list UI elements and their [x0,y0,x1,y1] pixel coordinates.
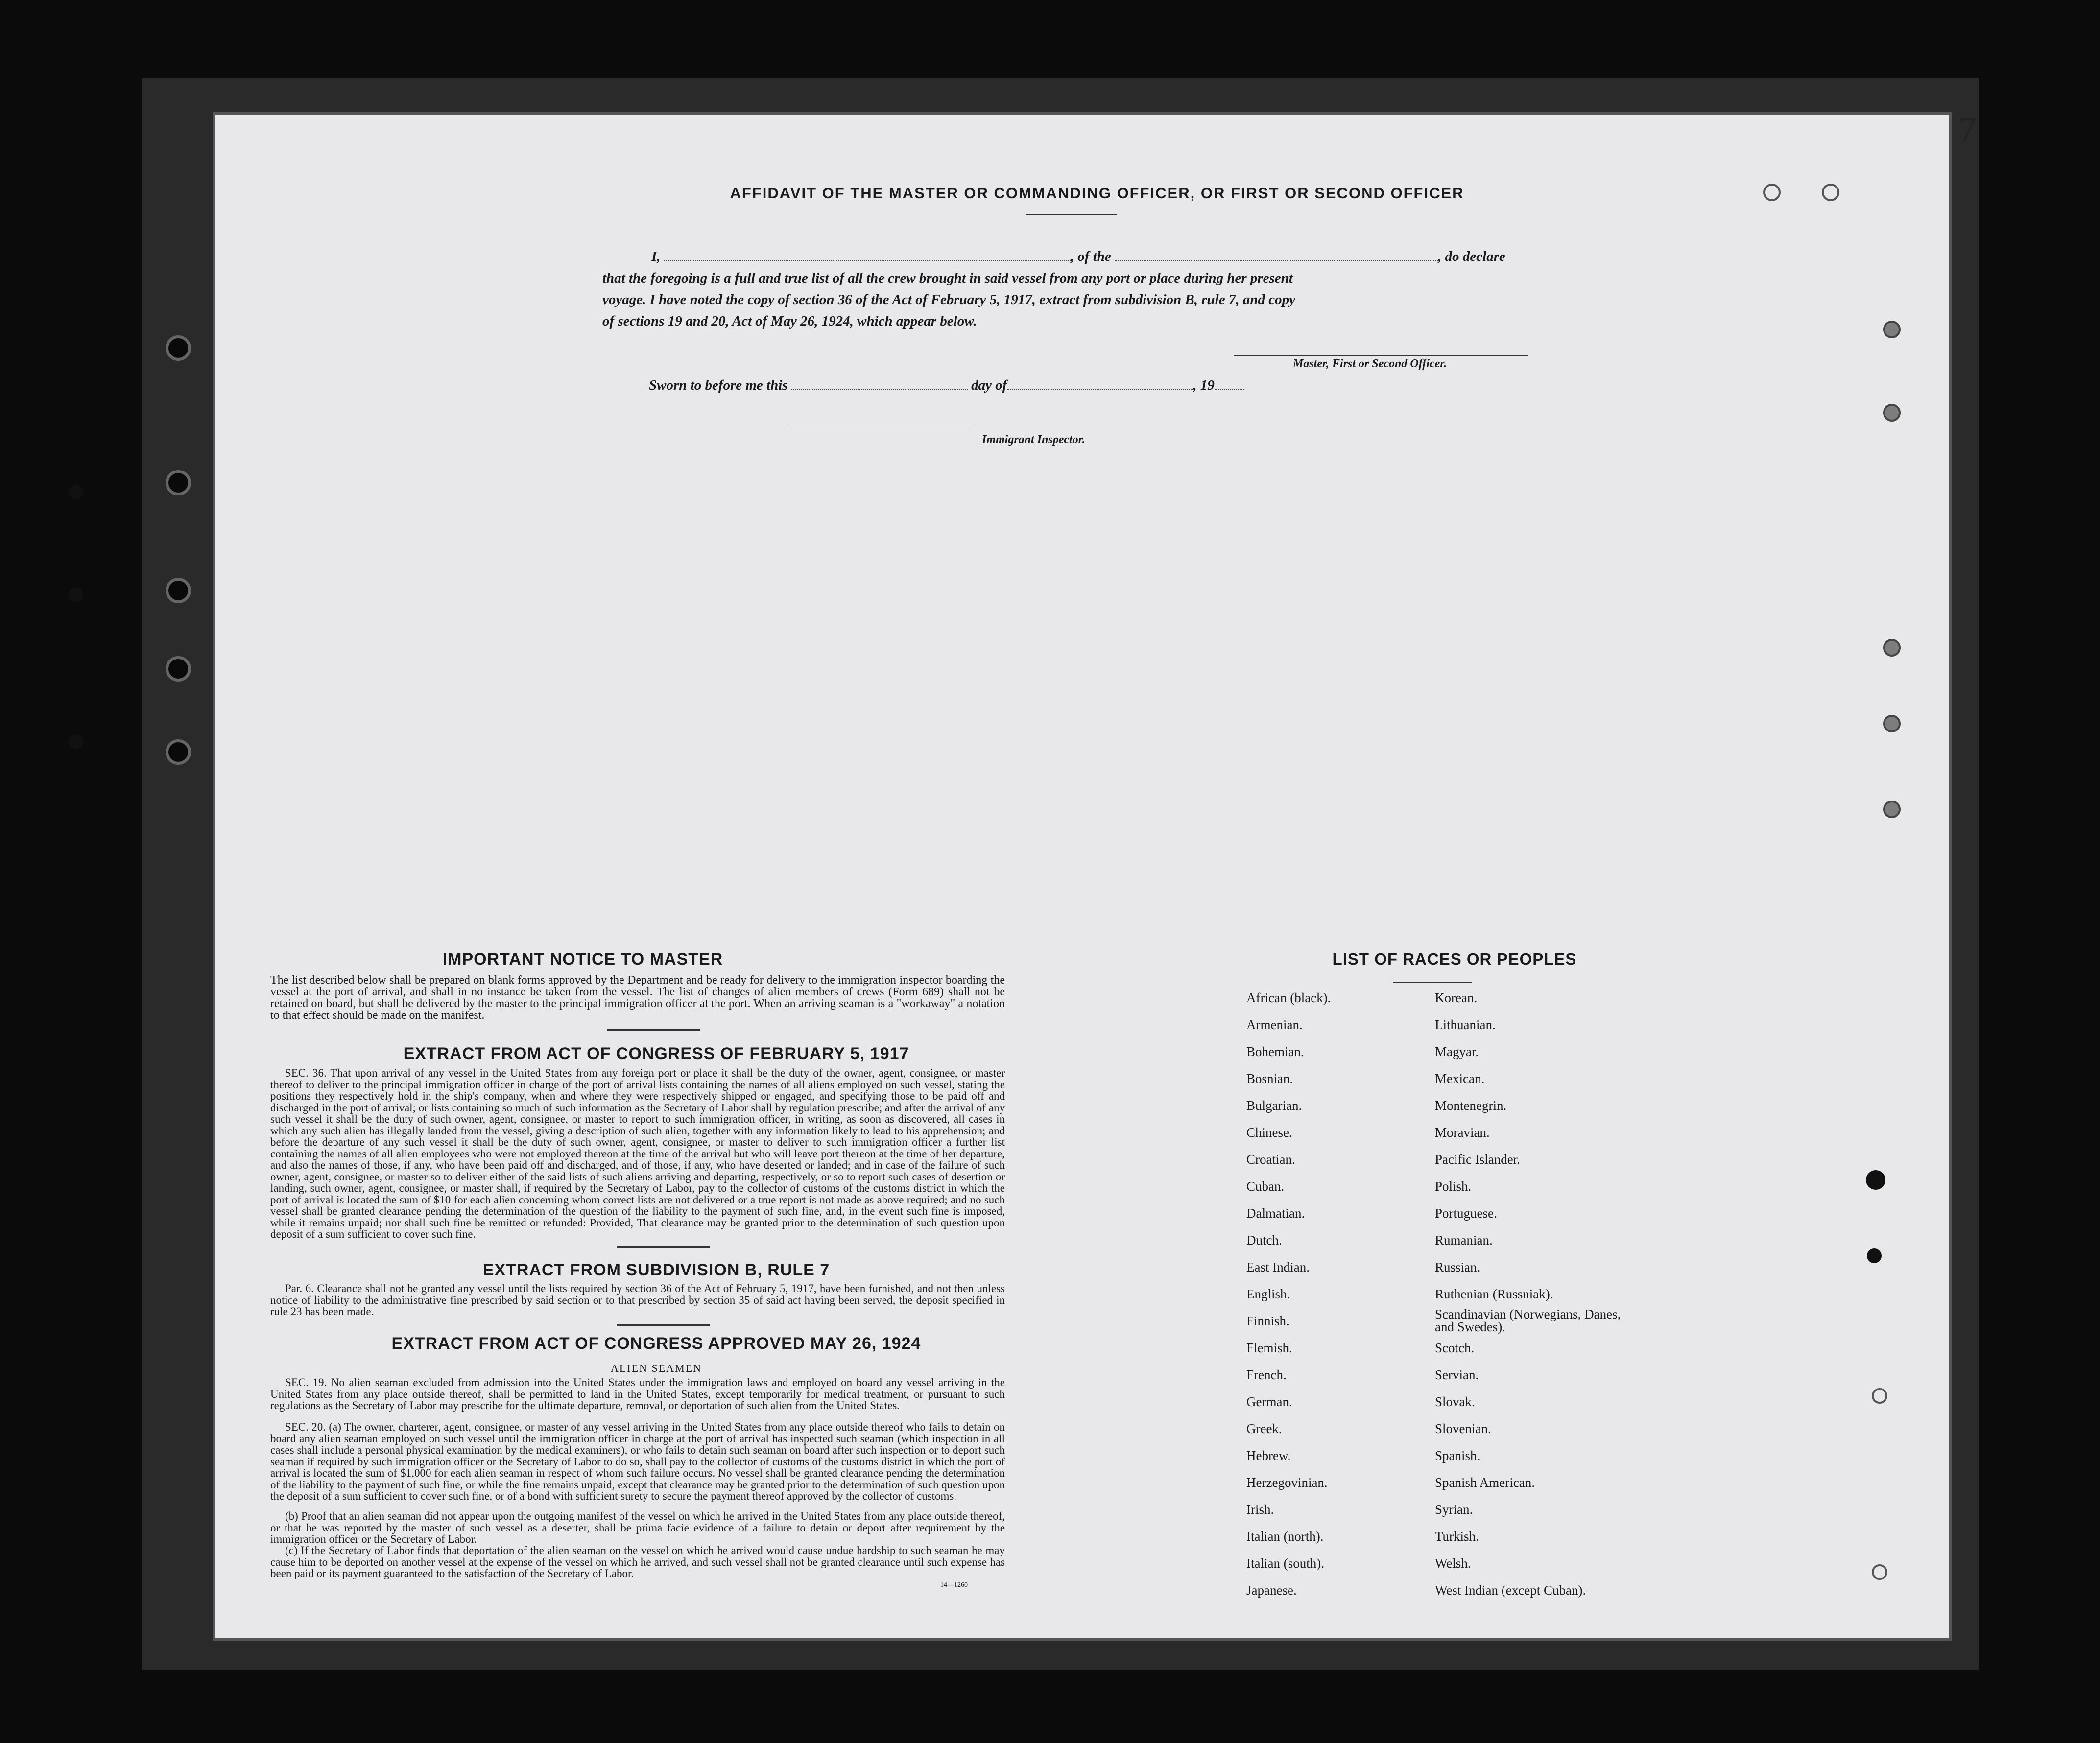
section-rule [617,1246,710,1248]
notice-body: The list described below shall be prepared on blank forms approved by the Department and be ready for delivery to the immigration inspector boarding the vessel at the port of arrival, and shall in no instance be taken from the vessel. The list of changes of alien members of crews (Form 689) shall not be retained on board, but shall be delivered by the master to the principal immigration officer at the port. When an arriving seaman is a "workaway" a notation to that effect should be made on the manifest. [270,974,1005,1022]
race-item: Syrian. [1435,1502,1473,1517]
race-item: Herzegovinian. [1246,1475,1328,1490]
section-rule [617,1324,710,1326]
race-item: Slovak. [1435,1394,1475,1409]
punch-hole-icon [1867,1248,1882,1263]
year-prefix: , 19 [1193,377,1215,393]
affidavit-declaration [602,243,1788,332]
race-item: Slovenian. [1435,1421,1491,1436]
punch-hole-icon [1883,801,1901,818]
races-title-rule [1393,982,1472,983]
vessel-blank[interactable] [1115,243,1438,261]
race-item: Spanish American. [1435,1475,1535,1490]
race-item: Russian. [1435,1260,1480,1274]
race-item: Servian. [1435,1367,1479,1382]
race-item: Montenegrin. [1435,1098,1507,1113]
race-item: Hebrew. [1246,1448,1291,1463]
extract-1917-title: EXTRACT FROM ACT OF CONGRESS OF FEBRUARY 5, 1917 [403,1044,909,1063]
race-item: East Indian. [1246,1260,1310,1274]
extract-1917-body: SEC. 36. That upon arrival of any vessel in the United States from any foreign port or place it shall be the duty of the owner, agent, consignee, or master thereof to deliver to the principal immigration officer in charge of the port of arrival lists containing the names of all aliens employed on such vessel, stating the positions they respectively hold in the ship's company, when and where they were respectively shipped or engaged, and specifying those to be paid off and discharged in the port of arrival; or lists containing so much of such information as the Secretary of Labor shall by regulation prescribe; and after the arrival of any such vessel it shall be the duty of such owner, agent, consignee, or master to report to such immigration officer, in writing, as soon as discovered, all cases in which any such alien has illegally landed from the vessel, giving a description of such alien, together with any information likely to lead to his apprehension; and before the departure of any such vessel it shall be the duty of such owner, agent, consignee, or master to deliver to such immigration officer a further list containing the names of all alien employees who were not employed thereon at the time of the arrival but who will leave port thereon at the time of her departure, and also the names of those, if any, who have been paid off and discharged, and of those, if any, who have deserted or landed; and in case of the failure of such owner, agent, consignee, or master so to deliver either of the said lists of such aliens arriving and departing, respectively, or so to report such cases of desertion or landing, such owner, agent, consignee, or master shall, if required by the Secretary of Labor, pay to the collector of customs of the customs district in which the port of arrival is located the sum of $10 for each alien concerning whom correct lists are not delivered or a true report is not made as above required; and no such vessel shall be granted clearance pending the determination of the question of the liability to the payment of such fine, and, in the event such fine is imposed, while it remains unpaid; nor shall such fine be remitted or refunded: Provided, That clearance may be granted prior to the determination of such question upon deposit of a sum sufficient to cover such fine. [270,1067,1005,1240]
race-item: Greek. [1246,1421,1282,1436]
rule7-title: EXTRACT FROM SUBDIVISION B, RULE 7 [482,1261,830,1279]
races-title: LIST OF RACES OR PEOPLES [1332,950,1577,968]
sworn-day-blank[interactable] [791,372,968,390]
race-item: Polish. [1435,1179,1472,1194]
race-item: Ruthenian (Russniak). [1435,1287,1553,1301]
punch-hole-icon [1872,1564,1887,1580]
punch-hole-icon [69,734,83,749]
race-item: Irish. [1246,1502,1274,1517]
punch-hole-icon [1883,321,1901,338]
race-item: German. [1246,1394,1292,1409]
race-item: Italian (south). [1246,1556,1324,1571]
race-item: Cuban. [1246,1179,1285,1194]
form-page [215,111,1976,1638]
punch-hole-icon [1883,404,1901,422]
race-item: Finnish. [1246,1314,1289,1328]
race-item: Magyar. [1435,1044,1479,1059]
race-item: Scandinavian (Norwegians, Danes, and Swedes). [1435,1307,1621,1334]
binder-hole-icon [166,578,191,603]
race-item: West Indian (except Cuban). [1435,1583,1586,1598]
punch-hole-icon [69,485,83,499]
sworn-year-blank[interactable] [1215,372,1244,390]
race-item: African (black). [1246,990,1331,1005]
margin-mark: 7 [1959,111,1976,148]
declaration-of-the: , of the [1070,249,1111,264]
sec20b-body: (b) Proof that an alien seaman did not appear upon the outgoing manifest of the vessel on which he arrived in the United States from any place outside thereof, or that he was reported by the master of such vessel as a deserter, shall be prima facie evidence of a failure to detain or deport after requirement by the immigration officer or the Secretary of Labor. [270,1510,1005,1545]
master-signature-line[interactable] [1234,355,1528,356]
race-item: Pacific Islander. [1435,1152,1520,1167]
rule7-body: Par. 6. Clearance shall not be granted any vessel until the lists required by section 36 of the Act of February 5, 1917, have been furnished, and not then unless notice of liability to the administrative fine prescribed by said section or to that prescribed by section 35 of said act having been served, the deposit specified in rule 23 has been made. [270,1282,1005,1318]
race-item: Spanish. [1435,1448,1480,1463]
binder-hole-icon [166,656,191,682]
punch-hole-icon [69,588,83,602]
race-item: Bohemian. [1246,1044,1304,1059]
race-item: English. [1246,1287,1290,1301]
inspector-label: Immigrant Inspector. [982,433,1085,446]
race-item: Flemish. [1246,1341,1292,1355]
race-item: Scotch. [1435,1341,1475,1355]
notice-title: IMPORTANT NOTICE TO MASTER [442,950,723,968]
master-label: Master, First or Second Officer. [1293,357,1447,370]
sec19-body: SEC. 19. No alien seaman excluded from admission into the United States under the immigration laws and employed on board any vessel arriving in the United States from any place outside thereof, shall be permitted to land in the United States, except temporarily for medical treatment, or pursuant to such regulations as the Secretary of Labor may prescribe for the ultimate departure, removal, or deportation of such alien from the United States. [270,1376,1005,1412]
race-item: Korean. [1435,990,1478,1005]
punch-hole-icon [1883,715,1901,732]
punch-hole-icon [1763,184,1781,201]
races-column-2 [1435,985,1641,1604]
race-item: Rumanian. [1435,1233,1493,1248]
sec20a-body: SEC. 20. (a) The owner, charterer, agent, consignee, or master of any vessel arriving in the United States from any place outside thereof who fails to detain on board any alien seaman employed on such vessel until the immigration officer in charge at the port of arrival has inspected such seaman (which inspection in all cases shall include a personal physical examination by the medical examiners), or who fails to detain such seaman on board after such inspection or to deport such seaman if required by such immigration officer or the Secretary of Labor to do so, shall pay to the collector of customs of the customs district in which the port of arrival is located the sum of $1,000 for each alien seaman in respect of whom such failure occurs. No vessel shall be granted clearance pending the determination of the liability to the payment of such fine, or while the fine remains unpaid, except that clearance may be granted prior to the determination of such question upon the deposit of a sum sufficient to cover such fine, or of a bond with sufficient surety to secure the payment thereof approved by the collector of customs. [270,1421,1005,1502]
sworn-month-blank[interactable] [1007,372,1193,390]
race-item: Portuguese. [1435,1206,1497,1221]
declaration-line-4: of sections 19 and 20, Act of May 26, 1924, which appear below. [602,313,977,329]
extract-1924-title: EXTRACT FROM ACT OF CONGRESS APPROVED MAY 26, 1924 [391,1334,921,1353]
binder-hole-icon [166,335,191,361]
punch-hole-icon [1822,184,1839,201]
declaration-i: I, [651,249,661,264]
binder-hole-icon [166,470,191,495]
sworn-label: Sworn to before me this [649,377,788,393]
race-item: Armenian. [1246,1017,1303,1032]
race-item: Dalmatian. [1246,1206,1305,1221]
race-item: Moravian. [1435,1125,1490,1140]
declaration-do-declare: , do declare [1438,249,1505,264]
punch-hole-icon [1866,1170,1885,1190]
affidavit-title: AFFIDAVIT OF THE MASTER OR COMMANDING OFFICER, OR FIRST OR SECOND OFFICER [730,185,1464,202]
section-rule [607,1029,700,1031]
race-item: Bosnian. [1246,1071,1293,1086]
race-item: Italian (north). [1246,1529,1324,1544]
race-item: Croatian. [1246,1152,1295,1167]
sworn-line [649,372,1244,394]
declaration-line-3: voyage. I have noted the copy of section 36 of the Act of February 5, 1917, extract from subdivision B, rule 7, and copy [602,292,1295,307]
punch-hole-icon [1883,639,1901,657]
race-item: Japanese. [1246,1583,1297,1598]
race-item: French. [1246,1367,1287,1382]
binder-hole-icon [166,739,191,765]
race-item: Lithuanian. [1435,1017,1496,1032]
race-item: Chinese. [1246,1125,1292,1140]
race-item: Bulgarian. [1246,1098,1302,1113]
form-number: 14—1260 [940,1581,968,1589]
races-column-1 [1246,985,1331,1604]
alien-seamen-subtitle: ALIEN SEAMEN [611,1362,702,1374]
race-item: Turkish. [1435,1529,1479,1544]
race-item: Dutch. [1246,1233,1282,1248]
race-item: Welsh. [1435,1556,1471,1571]
declaration-line-2: that the foregoing is a full and true list of all the crew brought in said vessel from any port or place during her present [602,270,1293,286]
day-of-label: day of [971,377,1007,393]
sec20c-body: (c) If the Secretary of Labor finds that deportation of the alien seaman on the vessel on which he arrived would cause undue hardship to such seaman he may cause him to be deported on another vessel at the expense of the vessel on which he arrived, and such vessel shall not be granted clearance until such expense has been paid or its payment guaranteed to the satisfaction of the Secretary of Labor. [270,1544,1005,1579]
race-item: Mexican. [1435,1071,1485,1086]
title-rule [1026,214,1117,215]
punch-hole-icon [1872,1388,1887,1404]
name-blank[interactable] [664,243,1071,261]
